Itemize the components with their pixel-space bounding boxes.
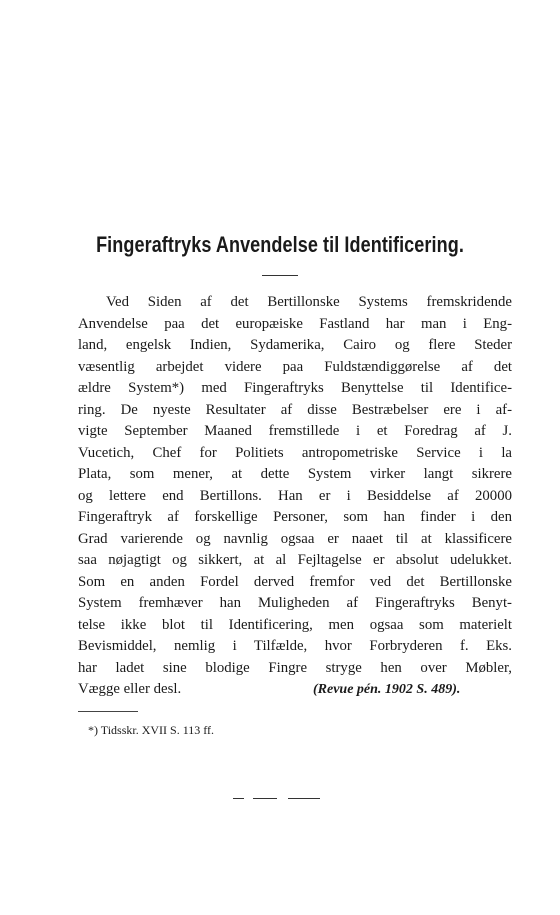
text-line: Vucetich, Chef for Politiets antropometriske Service i la <box>78 444 512 461</box>
text-line: vigte September Maaned fremstillede i et Foredrag af J. <box>78 423 512 439</box>
citation: (Revue pén. 1902 S. 489). <box>313 682 461 697</box>
text-line: Bevismiddel, nemlig i Tilfælde, hvor Forbryderen f. Eks. <box>78 638 512 654</box>
text-line: Fingeraftryk af forskellige Personer, som han finder i den <box>78 509 512 525</box>
title-divider <box>262 275 298 276</box>
end-ornament-rule <box>288 798 320 799</box>
text-line: saa nøjagtigt og sikkert, at al Fejltagelse er absolut udelukket. <box>78 552 512 568</box>
text-line: har ladet sine blodige Fingre stryge hen over Møbler, <box>78 659 512 676</box>
text-line: Plata, som mener, at dette System virker langt sikrere <box>78 466 512 482</box>
text-line: og lettere end Bertillons. Han er i Besiddelse af 20000 <box>78 487 512 504</box>
end-ornament-rule <box>253 798 277 799</box>
text-line: Vægge eller desl. <box>78 681 182 697</box>
text-line: land, engelsk Indien, Sydamerika, Cairo og flere Steder <box>78 337 512 353</box>
text-line: Grad varierende og navnlig ogsaa er naaet til at klassificere <box>78 530 512 547</box>
body-paragraph <box>78 292 512 701</box>
text-line: væsentlig arbejdet videre paa Fuldstændiggørelse af det <box>78 358 512 375</box>
text-line: telse ikke blot til Identificering, men ogsaa som materielt <box>78 616 512 633</box>
end-ornament-rule <box>233 798 244 799</box>
text-line: Som en anden Fordel derved fremfor ved det Bertillonske <box>78 573 512 590</box>
text-line: ældre System*) med Fingeraftryks Benyttelse til Identifice- <box>78 380 512 396</box>
text-line: System fremhæver han Muligheden af Fingeraftryks Benyt- <box>78 595 512 611</box>
text-line: Ved Siden af det Bertillonske Systems fremskridende <box>106 294 512 310</box>
page-title: Fingeraftryks Anvendelse til Identificering. <box>96 232 464 257</box>
text-line: ring. De nyeste Resultater af disse Bestræbelser ere i af- <box>78 401 512 418</box>
footnote-divider <box>78 711 138 712</box>
footnote: *) Tidsskr. XVII S. 113 ff. <box>88 723 215 737</box>
text-line: Anvendelse paa det europæiske Fastland har man i Eng- <box>78 315 512 332</box>
